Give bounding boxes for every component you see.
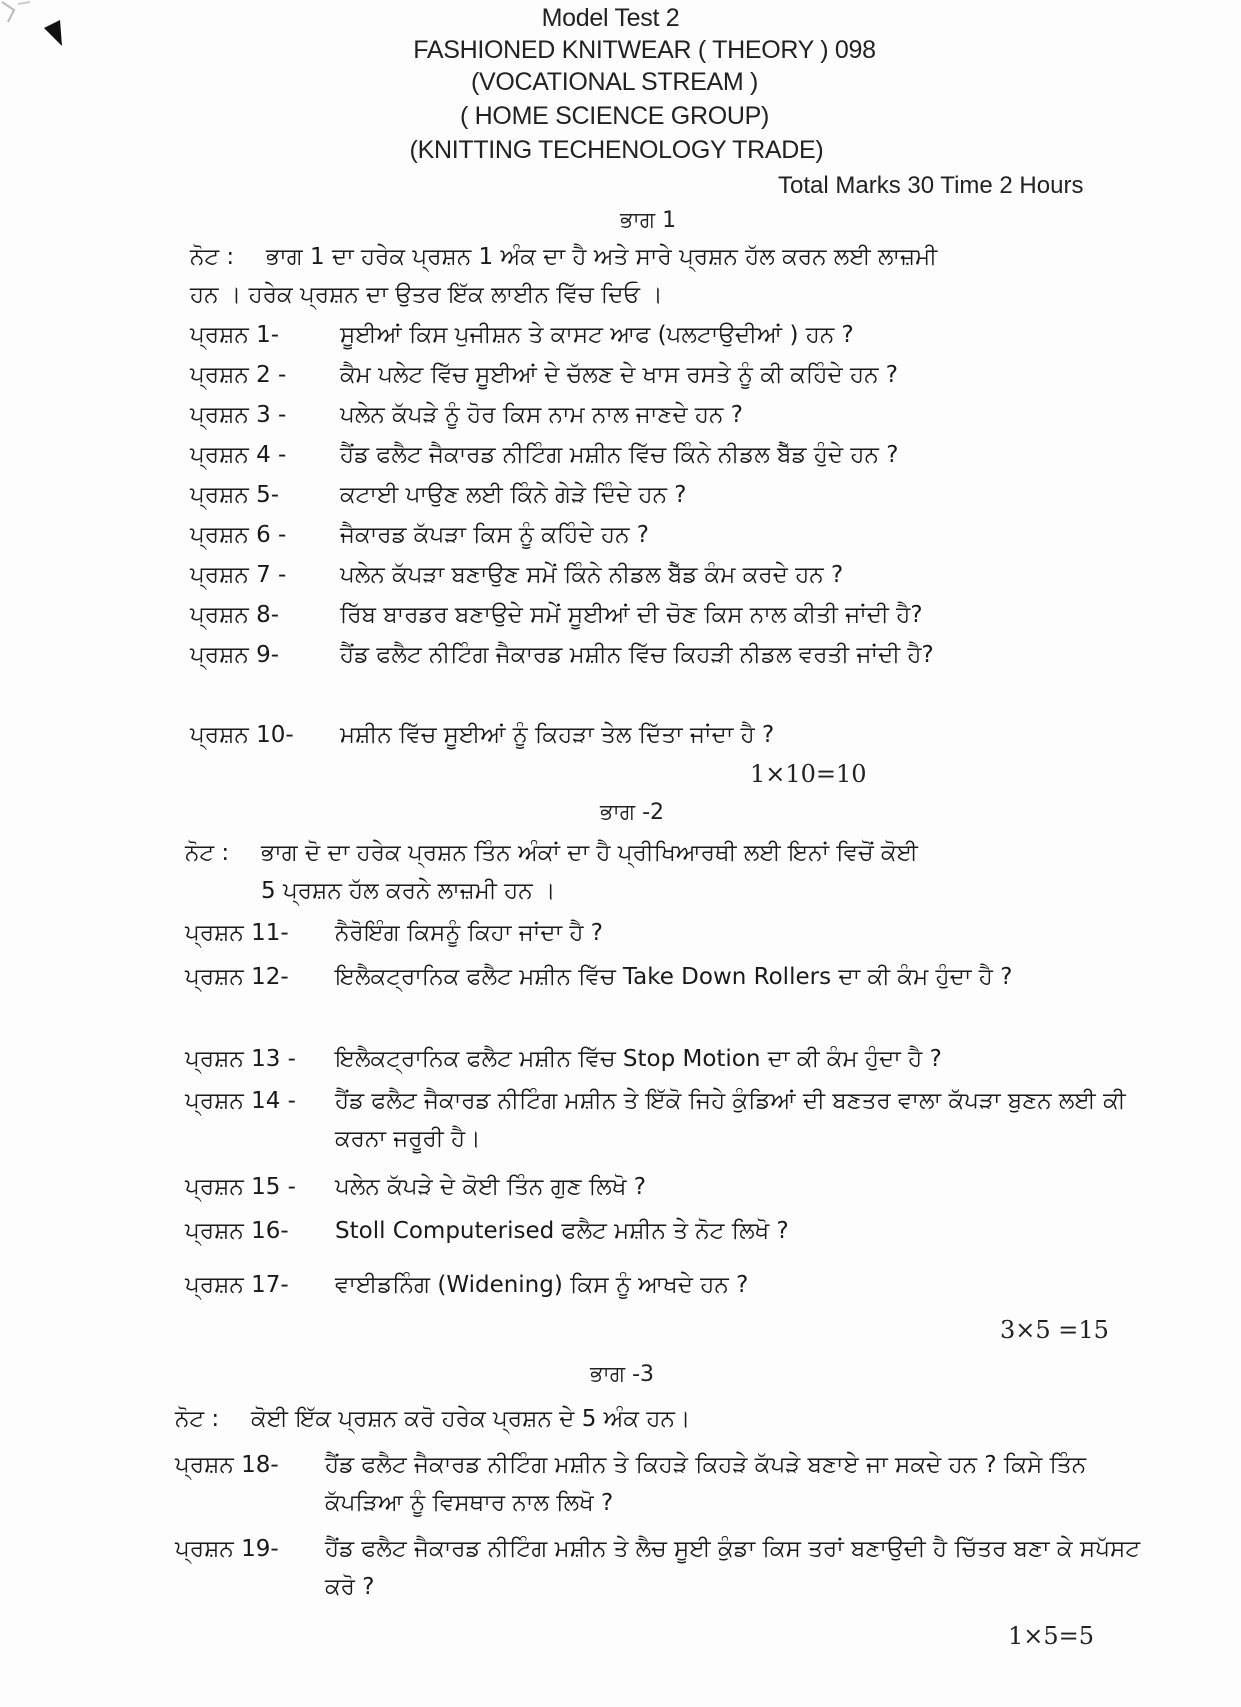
question-6 <box>190 516 1150 554</box>
group-title: ( HOME SCIENCE GROUP) <box>460 102 769 130</box>
model-test-title: Model Test 2 <box>541 4 680 32</box>
question-number: ਪ੍ਰਸ਼ਨ 13 - <box>185 1046 296 1072</box>
part1-note-line2: ਹਨ । ਹਰੇਕ ਪ੍ਰਸ਼ਨ ਦਾ ਉਤਰ ਇੱਕ ਲਾਈਨ ਵਿੱਚ ਦਿਓ । <box>190 282 663 308</box>
question-number: ਪ੍ਰਸ਼ਨ 19- <box>175 1536 279 1562</box>
question-text: ਕੈਮ ਪਲੇਟ ਵਿੱਚ ਸੂਈਆਂ ਦੇ ਚੱਲਣ ਦੇ ਖਾਸ ਰਸਤੇ ਨੂੰ ਕੀ ਕਹਿੰਦੇ ਹਨ ? <box>340 362 899 388</box>
question-15 <box>185 1168 1160 1206</box>
total-marks-time: Total Marks 30 Time 2 Hours <box>778 172 1084 199</box>
part2-total: 3×5 =15 <box>1000 1316 1109 1344</box>
question-1 <box>190 316 1150 354</box>
question-17 <box>185 1266 1160 1304</box>
stream-title: (VOCATIONAL STREAM ) <box>470 68 759 96</box>
part2-note <box>185 834 1160 910</box>
question-number: ਪ੍ਰਸ਼ਨ 14 - <box>185 1088 296 1114</box>
question-5 <box>190 476 1150 514</box>
question-text: ਇਲੈਕਟ੍ਰਾਨਿਕ ਫਲੈਟ ਮਸ਼ੀਨ ਵਿੱਚ Stop Motion ਦਾ ਕੀ ਕੰਮ ਹੁੰਦਾ ਹੈ ? <box>335 1046 942 1072</box>
question-number: ਪ੍ਰਸ਼ਨ 18- <box>175 1452 279 1478</box>
question-text: ਜੈਕਾਰਡ ਕੱਪੜਾ ਕਿਸ ਨੂੰ ਕਹਿੰਦੇ ਹਨ ? <box>340 522 649 548</box>
question-number: ਪ੍ਰਸ਼ਨ 3 - <box>190 402 287 428</box>
question-text: ਮਸ਼ੀਨ ਵਿੱਚ ਸੂਈਆਂ ਨੂੰ ਕਿਹੜਾ ਤੇਲ ਦਿੱਤਾ ਜਾਂਦਾ ਹੈ ? <box>340 722 775 748</box>
question-2 <box>190 356 1150 394</box>
question-text: ਸੂਈਆਂ ਕਿਸ ਪੁਜੀਸ਼ਨ ਤੇ ਕਾਸਟ ਆਫ (ਪਲਟਾਉਦੀਆਂ ) ਹਨ ? <box>340 322 854 348</box>
question-number: ਪ੍ਰਸ਼ਨ 10- <box>190 722 294 748</box>
question-18 <box>175 1446 1160 1522</box>
question-number: ਪ੍ਰਸ਼ਨ 6 - <box>190 522 287 548</box>
question-text: ਹੈਂਡ ਫਲੈਟ ਨੀਟਿੰਗ ਜੈਕਾਰਡ ਮਸ਼ੀਨ ਵਿੱਚ ਕਿਹੜੀ ਨੀਡਲ ਵਰਤੀ ਜਾਂਦੀ ਹੈ? <box>340 642 934 668</box>
part3-note-label: ਨੋਟ : <box>175 1406 220 1432</box>
part2-title: ਭਾਗ -2 <box>600 800 665 825</box>
question-text: ਹੈਂਡ ਫਲੈਟ ਜੈਕਾਰਡ ਨੀਟਿੰਗ ਮਸ਼ੀਨ ਤੇ ਲੈਚ ਸੂਈ ਕੁੰਡਾ ਕਿਸ ਤਰਾਂ ਬਣਾਉਦੀ ਹੈ ਚਿੱਤਰ ਬਣਾ ਕੇ ਸਪੱਸਟ ਕਰੋ ? <box>325 1536 1141 1600</box>
question-number: ਪ੍ਰਸ਼ਨ 16- <box>185 1218 289 1244</box>
question-number: ਪ੍ਰਸ਼ਨ 15 - <box>185 1174 296 1200</box>
part2-note-label: ਨੋਟ : <box>185 840 230 866</box>
question-16 <box>185 1212 1160 1250</box>
question-text: ਪਲੇਨ ਕੱਪੜਾ ਬਣਾਉਣ ਸਮੇਂ ਕਿੰਨੇ ਨੀਡਲ ਬੈੱਡ ਕੰਮ ਕਰਦੇ ਹਨ ? <box>340 562 844 588</box>
question-number: ਪ੍ਰਸ਼ਨ 17- <box>185 1272 289 1298</box>
question-text: ਇਲੈਕਟ੍ਰਾਨਿਕ ਫਲੈਟ ਮਸ਼ੀਨ ਵਿੱਚ Take Down Rollers ਦਾ ਕੀ ਕੰਮ ਹੁੰਦਾ ਹੈ ? <box>335 964 1013 990</box>
subject-title: FASHIONED KNITWEAR ( THEORY ) 098 <box>413 36 876 64</box>
question-text: ਹੈਂਡ ਫਲੈਟ ਜੈਕਾਰਡ ਨੀਟਿੰਗ ਮਸ਼ੀਨ ਤੇ ਕਿਹੜੇ ਕਿਹੜੇ ਕੱਪੜੇ ਬਣਾਏ ਜਾ ਸਕਦੇ ਹਨ ? ਕਿਸੇ ਤਿੰਨ ਕੱਪੜਿਆ ਨੂੰ ਵਿਸਥਾਰ ਨਾਲ ਲਿਖੋ ? <box>325 1452 1087 1516</box>
part1-note <box>190 238 1150 314</box>
question-number: ਪ੍ਰਸ਼ਨ 12- <box>185 964 289 990</box>
question-number: ਪ੍ਰਸ਼ਨ 5- <box>190 482 280 508</box>
part3-total: 1×5=5 <box>1008 1622 1095 1650</box>
question-text: Stoll Computerised ਫਲੈਟ ਮਸ਼ੀਨ ਤੇ ਨੋਟ ਲਿਖੋ ? <box>335 1218 789 1244</box>
question-4 <box>190 436 1150 474</box>
question-number: ਪ੍ਰਸ਼ਨ 11- <box>185 920 289 946</box>
question-number: ਪ੍ਰਸ਼ਨ 8- <box>190 602 280 628</box>
question-12 <box>185 958 1160 996</box>
question-9 <box>190 636 1150 674</box>
question-text: ਪਲੇਨ ਕੱਪੜੇ ਨੂੰ ਹੋਰ ਕਿਸ ਨਾਮ ਨਾਲ ਜਾਣਦੇ ਹਨ ? <box>340 402 743 428</box>
question-3 <box>190 396 1150 434</box>
question-7 <box>190 556 1150 594</box>
part3-note <box>175 1400 1160 1438</box>
part1-note-line1: ਭਾਗ 1 ਦਾ ਹਰੇਕ ਪ੍ਰਸ਼ਨ 1 ਅੰਕ ਦਾ ਹੈ ਅਤੇ ਸਾਰੇ ਪ੍ਰਸ਼ਨ ਹੱਲ ਕਰਨ ਲਈ ਲਾਜ਼ਮੀ <box>266 244 938 270</box>
question-number: ਪ੍ਰਸ਼ਨ 4 - <box>190 442 287 468</box>
question-text: ਨੈਰੋਇੰਗ ਕਿਸਨੂੰ ਕਿਹਾ ਜਾਂਦਾ ਹੈ ? <box>335 920 603 946</box>
question-number: ਪ੍ਰਸ਼ਨ 7 - <box>190 562 287 588</box>
question-number: ਪ੍ਰਸ਼ਨ 2 - <box>190 362 287 388</box>
part1-note-label: ਨੋਟ : <box>190 244 235 270</box>
question-13 <box>185 1040 1160 1078</box>
part2-note-line2: 5 ਪ੍ਰਸ਼ਨ ਹੱਲ ਕਰਨੇ ਲਾਜ਼ਮੀ ਹਨ । <box>261 878 556 904</box>
question-number: ਪ੍ਰਸ਼ਨ 1- <box>190 322 280 348</box>
part3-note-line1: ਕੋਈ ਇੱਕ ਪ੍ਰਸ਼ਨ ਕਰੋ ਹਰੇਕ ਪ੍ਰਸ਼ਨ ਦੇ 5 ਅੰਕ ਹਨ। <box>251 1406 691 1432</box>
question-19 <box>175 1530 1160 1606</box>
part1-title: ਭਾਗ 1 <box>620 208 677 233</box>
part2-note-line1: ਭਾਗ ਦੋ ਦਾ ਹਰੇਕ ਪ੍ਰਸ਼ਨ ਤਿੰਨ ਅੰਕਾਂ ਦਾ ਹੈ ਪ੍ਰੀਖਿਆਰਥੀ ਲਈ ਇਨਾਂ ਵਿਚੋਂ ਕੋਈ <box>261 840 918 866</box>
question-text: ਵਾਈਡਨਿੰਗ (Widening) ਕਿਸ ਨੂੰ ਆਖਦੇ ਹਨ ? <box>335 1272 749 1298</box>
question-8 <box>190 596 1150 634</box>
question-11 <box>185 914 1160 952</box>
question-text: ਹੈਂਡ ਫਲੈਟ ਜੈਕਾਰਡ ਨੀਟਿੰਗ ਮਸ਼ੀਨ ਤੇ ਇੱਕੋ ਜਿਹੇ ਕੁੰਡਿਆਂ ਦੀ ਬਣਤਰ ਵਾਲਾ ਕੱਪੜਾ ਬੁਣਨ ਲਈ ਕੀ ਕਰਨਾ ਜਰੂਰੀ ਹੈ। <box>335 1088 1126 1152</box>
question-number: ਪ੍ਰਸ਼ਨ 9- <box>190 642 280 668</box>
question-14 <box>185 1082 1160 1158</box>
part3-title: ਭਾਗ -3 <box>590 1362 655 1387</box>
question-text: ਪਲੇਨ ਕੱਪੜੇ ਦੇ ਕੋਈ ਤਿੰਨ ਗੁਣ ਲਿਖੋ ? <box>335 1174 646 1200</box>
question-10 <box>190 716 1150 754</box>
question-text: ਰਿੱਬ ਬਾਰਡਰ ਬਣਾਉਦੇ ਸਮੇਂ ਸੂਈਆਂ ਦੀ ਚੋਣ ਕਿਸ ਨਾਲ ਕੀਤੀ ਜਾਂਦੀ ਹੈ? <box>340 602 923 628</box>
part1-total: 1×10=10 <box>750 760 867 788</box>
trade-title: (KNITTING TECHENOLOGY TRADE) <box>409 136 824 164</box>
question-text: ਕਟਾਈ ਪਾਉਣ ਲਈ ਕਿੰਨੇ ਗੇੜੇ ਦਿੰਦੇ ਹਨ ? <box>340 482 687 508</box>
question-text: ਹੈਂਡ ਫਲੈਟ ਜੈਕਾਰਡ ਨੀਟਿੰਗ ਮਸ਼ੀਨ ਵਿੱਚ ਕਿੰਨੇ ਨੀਡਲ ਬੈੱਡ ਹੁੰਦੇ ਹਨ ? <box>340 442 899 468</box>
